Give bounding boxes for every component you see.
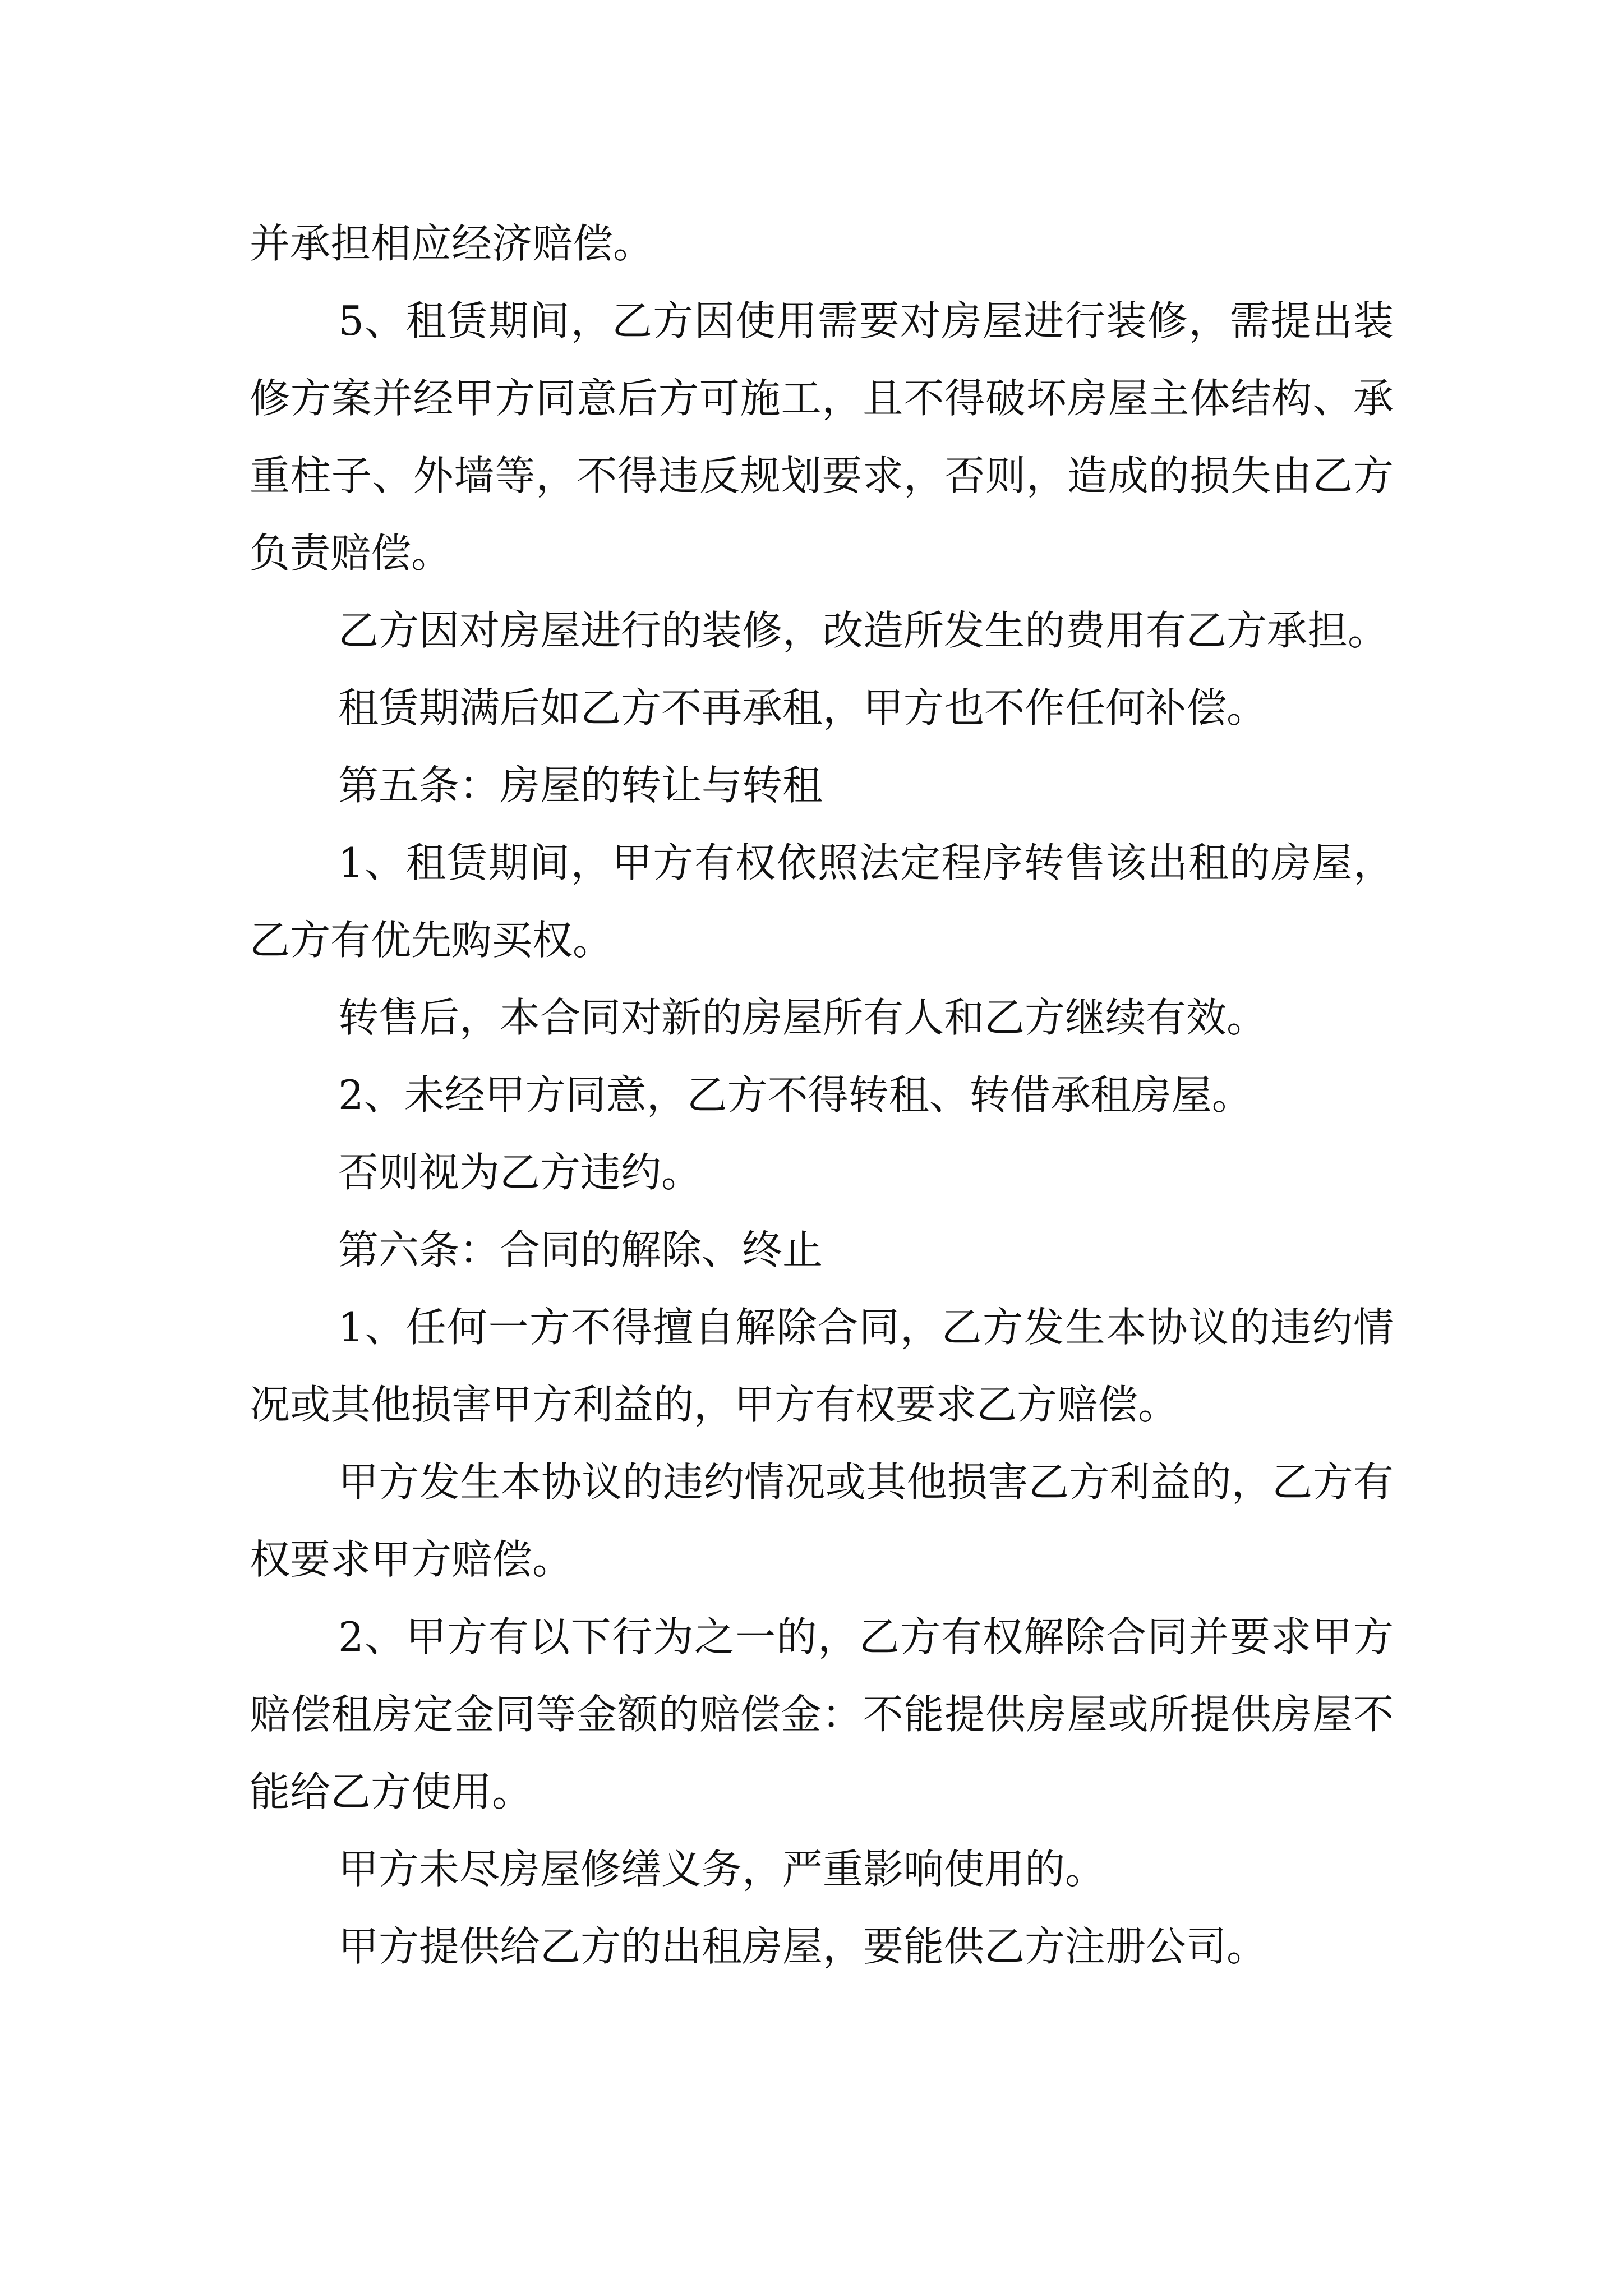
document-body <box>250 205 1394 1985</box>
paragraph-repair-duty: 甲方未尽房屋修缮义务，严重影响使用的。 <box>338 1846 1106 1893</box>
paragraph-breach: 否则视为乙方违约。 <box>338 1149 702 1196</box>
paragraph-no-compensation: 租赁期满后如乙方不再承租，甲方也不作任何补偿。 <box>338 684 1267 731</box>
paragraph-article-5-item-1: 1、租赁期间，甲方有权依照法定程序转售该出租的房屋，乙方有优先购买权。 <box>250 839 1394 964</box>
paragraph-continuation: 并承担相应经济赔偿。 <box>250 220 654 267</box>
paragraph-article-6-item-2: 2、甲方有以下行为之一的，乙方有权解除合同并要求甲方赔偿租房定金同等金额的赔偿金：不能提供房屋或所提供房屋不能给乙方使用。 <box>250 1613 1394 1815</box>
paragraph-company-registration: 甲方提供给乙方的出租房屋，要能供乙方注册公司。 <box>338 1923 1267 1970</box>
section-heading-article-6: 第六条：合同的解除、终止 <box>338 1226 823 1273</box>
paragraph-clause-5-renovation: 5、租赁期间，乙方因使用需要对房屋进行装修，需提出装修方案并经甲方同意后方可施工，且不得破坏房屋主体结构、承重柱子、外墙等，不得违反规划要求，否则，造成的损失由乙方负责赔偿。 <box>250 297 1394 577</box>
paragraph-article-5-item-2: 2、未经甲方同意，乙方不得转租、转借承租房屋。 <box>338 1071 1252 1119</box>
paragraph-after-sale: 转售后，本合同对新的房屋所有人和乙方继续有效。 <box>338 994 1267 1041</box>
paragraph-article-6-item-1: 1、任何一方不得擅自解除合同，乙方发生本协议的违约情况或其他损害甲方利益的，甲方有权要求乙方赔偿。 <box>250 1304 1394 1428</box>
paragraph-renovation-cost: 乙方因对房屋进行的装修，改造所发生的费用有乙方承担。 <box>338 607 1389 654</box>
section-heading-article-5: 第五条：房屋的转让与转租 <box>338 762 823 809</box>
paragraph-party-a-breach: 甲方发生本协议的违约情况或其他损害乙方利益的，乙方有权要求甲方赔偿。 <box>250 1458 1394 1583</box>
